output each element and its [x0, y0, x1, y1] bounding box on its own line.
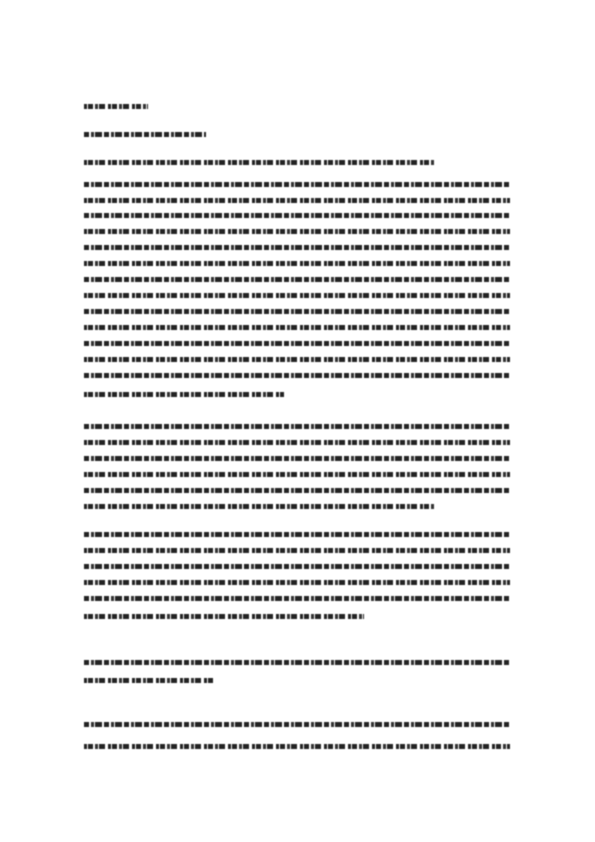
text-line	[84, 341, 510, 346]
text-line	[84, 309, 510, 314]
text-line	[84, 229, 510, 234]
text-line	[84, 548, 510, 553]
text-line	[84, 293, 510, 298]
text-line	[84, 614, 364, 619]
header-line	[84, 104, 148, 109]
text-line	[84, 488, 510, 493]
text-line	[84, 440, 510, 445]
text-line	[84, 564, 510, 569]
text-line	[84, 261, 510, 266]
text-line	[84, 198, 510, 203]
text-line	[84, 373, 510, 378]
text-line	[84, 596, 510, 601]
text-line	[84, 580, 510, 585]
text-line	[84, 357, 510, 362]
text-line	[84, 325, 510, 330]
header-line	[84, 132, 206, 137]
text-line	[84, 245, 510, 250]
text-line	[84, 532, 510, 537]
text-line	[84, 456, 510, 461]
text-line	[84, 182, 510, 187]
text-line	[84, 504, 434, 509]
text-line	[84, 277, 510, 282]
text-line	[84, 722, 510, 727]
text-line	[84, 392, 284, 397]
text-line	[84, 678, 214, 683]
text-line	[84, 160, 434, 165]
text-line	[84, 660, 510, 665]
text-line	[84, 744, 510, 749]
text-line	[84, 424, 510, 429]
text-line	[84, 472, 510, 477]
text-line	[84, 213, 510, 218]
